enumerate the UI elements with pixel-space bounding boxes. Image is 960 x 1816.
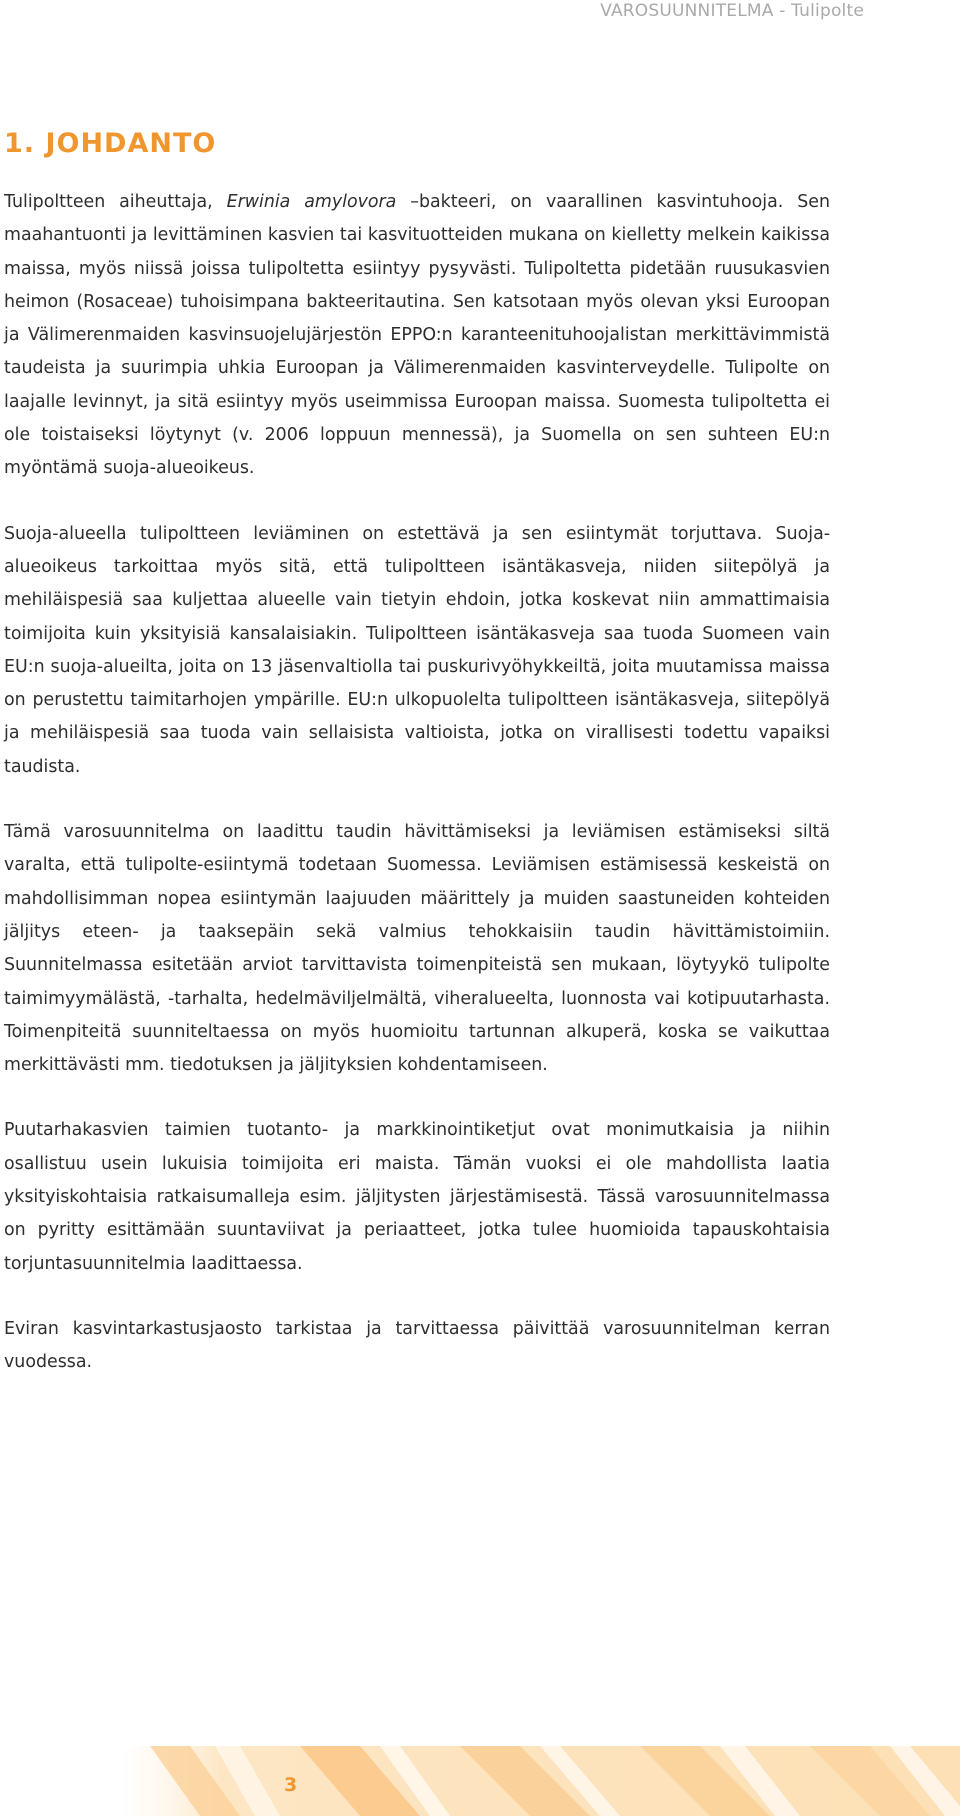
paragraph-1-start: Tulipoltteen aiheuttaja, — [4, 192, 227, 212]
paragraph-4: Puutarhakasvien taimien tuotanto- ja markkinointiketjut ovat monimutkaisia ja niihin osallistuu usein lukuisia toimijoita eri maista. Tämän vuoksi ei ole mahdollista laatia yksityiskohtaisia ratkaisumalleja esim. jäljitysten järjestämisestä. Tässä varosuunnitelmassa on pyritty esittämään suuntaviivat ja periaatteet, jotka tulee huomioida tapauskohtaisia torjuntasuunnitelmia laadittaessa. — [4, 1120, 830, 1274]
species-name: Erwinia amylovora — [226, 192, 397, 212]
running-header: VAROSUUNNITELMA - Tulipolte — [600, 1, 864, 21]
page-number: 3 — [284, 1774, 298, 1796]
body-text — [4, 186, 830, 1412]
paragraph-1 — [4, 186, 830, 486]
section-heading: 1. JOHDANTO — [4, 128, 217, 159]
footer-decorative-band — [0, 1746, 960, 1816]
paragraph-1-rest: –bakteeri, on vaarallinen kasvintuhooja. Sen maahantuonti ja levittäminen kasvien tai kasvituotteiden mukana on kielletty melkein kaikissa maissa, myös niissä joissa tulipoltetta esiintyy pysyvästi. Tulipoltetta pidetään ruusukasvien heimon (Rosaceae) tuhoisimpana bakteeritautina. Sen katsotaan myös olevan yksi Euroopan ja Välimerenmaiden kasvinsuojelujärjestön EPPO:n karanteenituhoojalistan merkittävimmistä taudeista ja suurimpia uhkia Euroopan ja Välimerenmaiden kasvinterveydelle. Tulipolte on laajalle levinnyt, ja sitä esiintyy myös useimmissa Euroopan maissa. Suomesta tulipoltetta ei ole toistaiseksi löytynyt (v. 2006 loppuun mennessä), ja Suomella on sen suhteen EU:n myöntämä suoja-alueoikeus. — [4, 192, 830, 479]
paragraph-2: Suoja-alueella tulipoltteen leviäminen on estettävä ja sen esiintymät torjuttava. Suoja-alueoikeus tarkoittaa myös sitä, että tulipoltteen isäntäkasveja, niiden siitepölyä ja mehiläispesiä saa kuljettaa alueelle vain tietyin ehdoin, jotka koskevat niin ammattimaisia toimijoita kuin yksityisiä kansalaisiakin. Tulipoltteen isäntäkasveja saa tuoda Suomeen vain EU:n suoja-alueilta, joita on 13 jäsenvaltiolla tai puskurivyöhykkeiltä, joita muutamissa maissa on perustettu taimitarhojen ympärille. EU:n ulkopuolelta tulipoltteen isäntäkasveja, siitepölyä ja mehiläispesiä saa tuoda vain sellaisista valtioista, jotka on virallisesti todettu vapaiksi taudista. — [4, 523, 830, 777]
paragraph-3: Tämä varosuunnitelma on laadittu taudin hävittämiseksi ja leviämisen estämiseksi siltä varalta, että tulipolte-esiintymä todetaan Suomessa. Leviämisen estämisessä keskeistä on mahdollisimman nopea esiintymän laajuuden määrittely ja muiden saastuneiden kohteiden jäljitys eteen- ja taaksepäin sekä valmius tehokkaisiin taudin hävittämistoimiin. Suunnitelmassa esitetään arviot tarvittavista toimenpiteistä sen mukaan, löytyykö tulipolte taimimyymälästä, -tarhalta, hedelmäviljelmältä, viheralueelta, luonnosta vai kotipuutarhasta. Toimenpiteitä suunniteltaessa on myös huomioitu tartunnan alkuperä, koska se vaikuttaa merkittävästi mm. tiedotuksen ja jäljityksien kohdentamiseen. — [4, 822, 830, 1076]
paragraph-5: Eviran kasvintarkastusjaosto tarkistaa ja tarvittaessa päivittää varosuunnitelman kerran vuodessa. — [4, 1318, 830, 1373]
footer-stripes-graphic — [0, 1746, 960, 1816]
